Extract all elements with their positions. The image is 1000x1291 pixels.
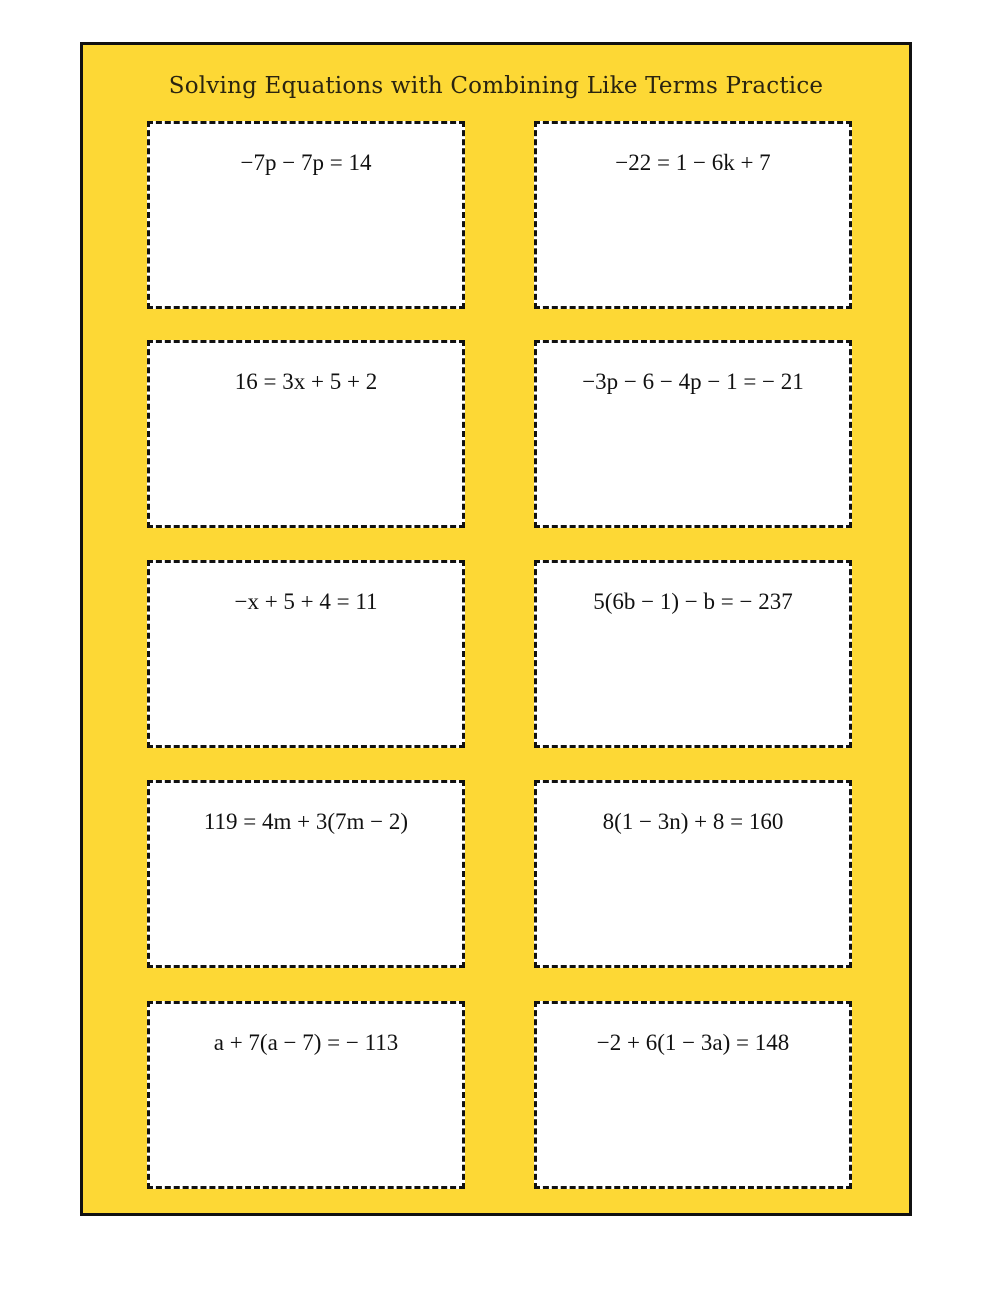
problem-card[interactable] bbox=[534, 340, 852, 528]
worksheet-title: Solving Equations with Combining Like Terms Practice bbox=[168, 73, 824, 99]
equation-text: 5(6b − 1) − b = − 237 bbox=[593, 589, 793, 614]
equation-text: 16 = 3x + 5 + 2 bbox=[234, 369, 378, 394]
problem-card[interactable] bbox=[147, 121, 465, 309]
problem-card[interactable] bbox=[534, 780, 852, 968]
equation-text: 8(1 − 3n) + 8 = 160 bbox=[602, 809, 784, 834]
equation-text: 119 = 4m + 3(7m − 2) bbox=[203, 809, 409, 834]
equation-text: −7p − 7p = 14 bbox=[240, 150, 372, 175]
problem-card[interactable] bbox=[147, 560, 465, 748]
problem-card[interactable] bbox=[534, 1001, 852, 1189]
equation-text: −x + 5 + 4 = 11 bbox=[234, 589, 378, 614]
equation-text: −2 + 6(1 − 3a) = 148 bbox=[596, 1030, 790, 1055]
problem-card[interactable] bbox=[147, 1001, 465, 1189]
equation-text: −3p − 6 − 4p − 1 = − 21 bbox=[582, 369, 804, 394]
worksheet-panel bbox=[80, 42, 912, 1216]
equation-text: −22 = 1 − 6k + 7 bbox=[615, 150, 771, 175]
equation-text: a + 7(a − 7) = − 113 bbox=[213, 1030, 399, 1055]
problem-card[interactable] bbox=[534, 560, 852, 748]
problem-card[interactable] bbox=[147, 780, 465, 968]
problem-card[interactable] bbox=[534, 121, 852, 309]
problem-card[interactable] bbox=[147, 340, 465, 528]
